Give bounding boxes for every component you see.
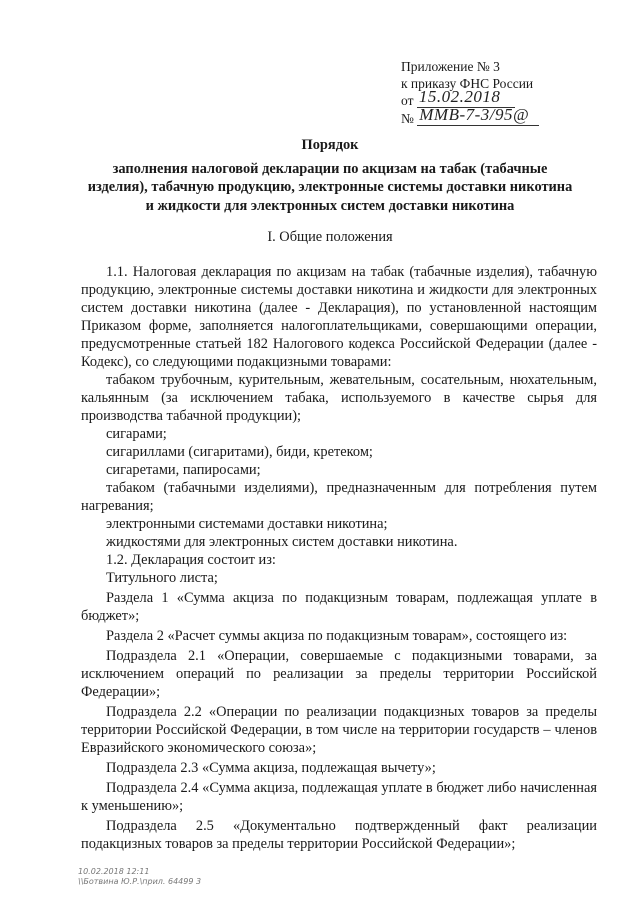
paragraph: табаком трубочным, курительным, жевательным, сосательным, нюхательным, кальянным (за исключением табака, используемого в качестве сырья для производства табачной продукции);: [81, 372, 597, 424]
date-prefix: от: [401, 93, 414, 108]
title-line: заполнения налоговой декларации по акцизам на табак (табачные: [112, 161, 548, 178]
section-heading: I. Общие положения: [267, 229, 393, 245]
footer-file-path: \\Ботвина Ю.Р.\прил. 64499 3: [78, 877, 202, 886]
paragraph: Раздела 1 «Сумма акциза по подакцизным товарам, подлежащая уплате в бюджет»;: [81, 590, 597, 624]
paragraph: Титульного листа;: [106, 570, 218, 586]
number-prefix: №: [401, 110, 414, 126]
paragraph: 1.1. Налоговая декларация по акцизам на табак (табачные изделия), табачную продукцию, электронные системы доставки никотина и жидкости для электронных систем доставки никотина (далее - Декларация), по установленной настоящим Приказом форме, заполняется налогоплательщиками, совершающими операции, предусмотренные статьей 182 Налогового кодекса Российской Федерации (далее - Кодекс), со следующими подакцизными товарами:: [81, 264, 597, 370]
handwritten-order-number: ММВ-7-3/95@: [419, 104, 530, 124]
appendix-number: Приложение № 3: [401, 59, 500, 74]
document-title: [60, 136, 600, 215]
paragraph: табаком (табачными изделиями), предназначенным для потребления путем нагревания;: [81, 480, 597, 514]
paragraph: Подраздела 2.2 «Операции по реализации подакцизных товаров за пределы территории Российской Федерации, в том числе на территории государств – членов Евразийского экономического союза»;: [81, 704, 597, 756]
title-line: изделия), табачную продукцию, электронные системы доставки никотина: [87, 179, 573, 196]
paragraph: Подраздела 2.1 «Операции, совершаемые с подакцизными товарами, за исключением операций по реализации за пределы территории Российской Федерации»;: [81, 648, 597, 700]
paragraph: Подраздела 2.3 «Сумма акциза, подлежащая вычету»;: [106, 760, 436, 776]
appendix-header: [401, 59, 601, 127]
paragraph: Подраздела 2.4 «Сумма акциза, подлежащая уплате в бюджет либо начисленная к уменьшению»;: [81, 780, 597, 814]
paragraph: сигарами;: [106, 426, 167, 442]
title-heading: Порядок: [301, 137, 359, 153]
paragraph: Раздела 2 «Расчет суммы акциза по подакцизным товарам», состоящего из:: [106, 628, 568, 644]
number-underline: [417, 125, 539, 126]
paragraph: сигаретами, папиросами;: [106, 462, 261, 478]
paragraph: электронными системами доставки никотина;: [106, 516, 388, 532]
paragraph: жидкостями для электронных систем доставки никотина.: [106, 534, 458, 550]
paragraph: сигариллами (сигаритами), биди, кретеком;: [106, 444, 373, 460]
document-body: [81, 263, 597, 853]
title-line: и жидкости для электронных систем доставки никотина: [145, 197, 515, 214]
handwritten-date: 15.02.2018: [418, 87, 501, 106]
appendix-number-line: [401, 104, 601, 128]
appendix-order-ref: к приказу ФНС России: [401, 75, 534, 91]
print-footer: [78, 867, 201, 887]
paragraph: 1.2. Декларация состоит из:: [106, 552, 276, 568]
paragraph: Подраздела 2.5 «Документально подтвержденный факт реализации подакцизных товаров за пределы территории Российской Федерации»;: [81, 818, 597, 852]
footer-timestamp: 10.02.2018 12:11: [78, 867, 150, 876]
